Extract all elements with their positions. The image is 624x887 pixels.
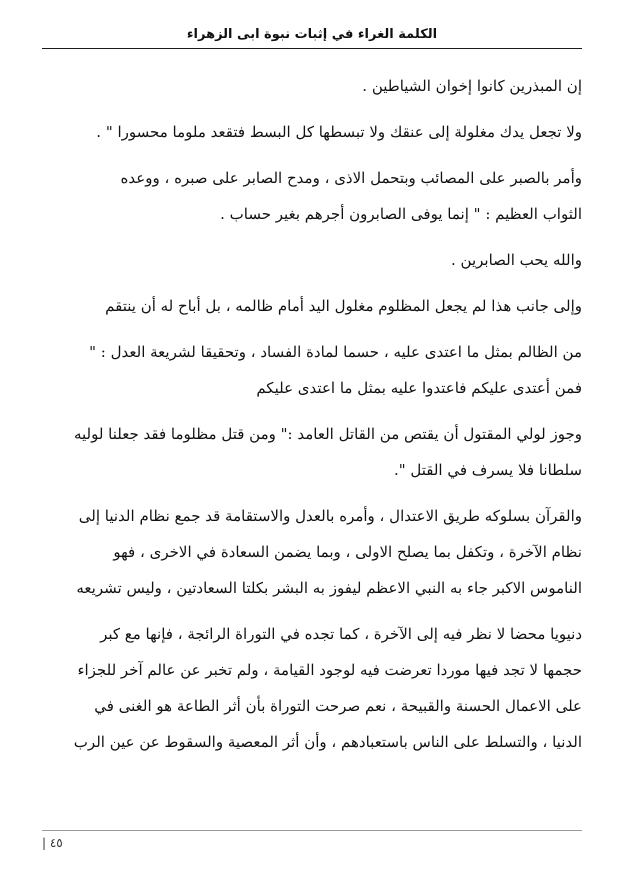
text-line: دنيويا محضا لا نظر فيه إلى الآخرة ، كما تجده في التوراة الرائجة ، فإنها مع كبر	[100, 625, 582, 643]
paragraph	[42, 114, 582, 150]
paragraph	[42, 334, 582, 406]
paragraph	[42, 160, 582, 232]
text-line: ولا تجعل يدك مغلولة إلى عنقك ولا تبسطها كل البسط فتقعد ملوما محسورا " .	[96, 123, 582, 141]
paragraph	[42, 416, 582, 488]
text-line: إن المبذرين كانوا إخوان الشياطين .	[362, 77, 582, 95]
text-line: الثواب العظيم : " إنما يوفى الصابرون أجرهم بغير حساب .	[220, 205, 582, 223]
header-divider	[42, 48, 582, 49]
text-line: حجمها لا تجد فيها موردا تعرضت فيه لوجود القيامة ، ولم تخبر عن عالم آخر للجزاء	[77, 661, 582, 679]
footer-divider	[42, 830, 582, 831]
text-line: على الاعمال الحسنة والقبيحة ، نعم صرحت التوراة بأن أثر الطاعة هو الغنى في	[94, 697, 582, 715]
text-line: الدنيا ، والتسلط على الناس باستعبادهم ، وأن أثر المعصية والسقوط عن عين الرب	[73, 733, 582, 751]
paragraph	[42, 288, 582, 324]
text-line: فمن أعتدى عليكم فاعتدوا عليه بمثل ما اعتدى عليكم	[256, 379, 582, 397]
paragraph	[42, 498, 582, 606]
text-line: سلطانا فلا يسرف في القتل ".	[393, 461, 582, 479]
text-line: وجوز لولي المقتول أن يقتص من القاتل العامد :" ومن قتل مظلوما فقد جعلنا لوليه	[73, 425, 582, 443]
paragraph	[42, 616, 582, 760]
text-line: نظام الآخرة ، وتكفل بما يصلح الاولى ، وبما يضمن السعادة في الاخرى ، فهو	[113, 543, 582, 561]
text-line: من الظالم بمثل ما اعتدى عليه ، حسما لمادة الفساد ، وتحقيقا لشريعة العدل : "	[89, 343, 582, 361]
text-line: والله يحب الصابرين .	[450, 251, 582, 269]
page-number: | ٤٥	[42, 836, 63, 850]
text-line: وأمر بالصبر على المصائب وبتحمل الاذى ، ومدح الصابر على صبره ، ووعده	[120, 169, 582, 187]
text-line: والقرآن بسلوكه طريق الاعتدال ، وأمره بالعدل والاستقامة قد جمع نظام الدنيا إلى	[78, 507, 582, 525]
body-text	[42, 68, 582, 770]
paragraph	[42, 68, 582, 104]
running-header: الكلمة الغراء في إثبات نبوة ابى الزهراء	[186, 27, 438, 42]
text-line: الناموس الاكبر جاء به النبي الاعظم ليفوز به البشر بكلتا السعادتين ، وليس تشريعه	[76, 579, 582, 597]
paragraph	[42, 242, 582, 278]
text-line: وإلى جانب هذا لم يجعل المظلوم مغلول اليد أمام ظالمه ، بل أباح له أن ينتقم	[105, 297, 582, 315]
